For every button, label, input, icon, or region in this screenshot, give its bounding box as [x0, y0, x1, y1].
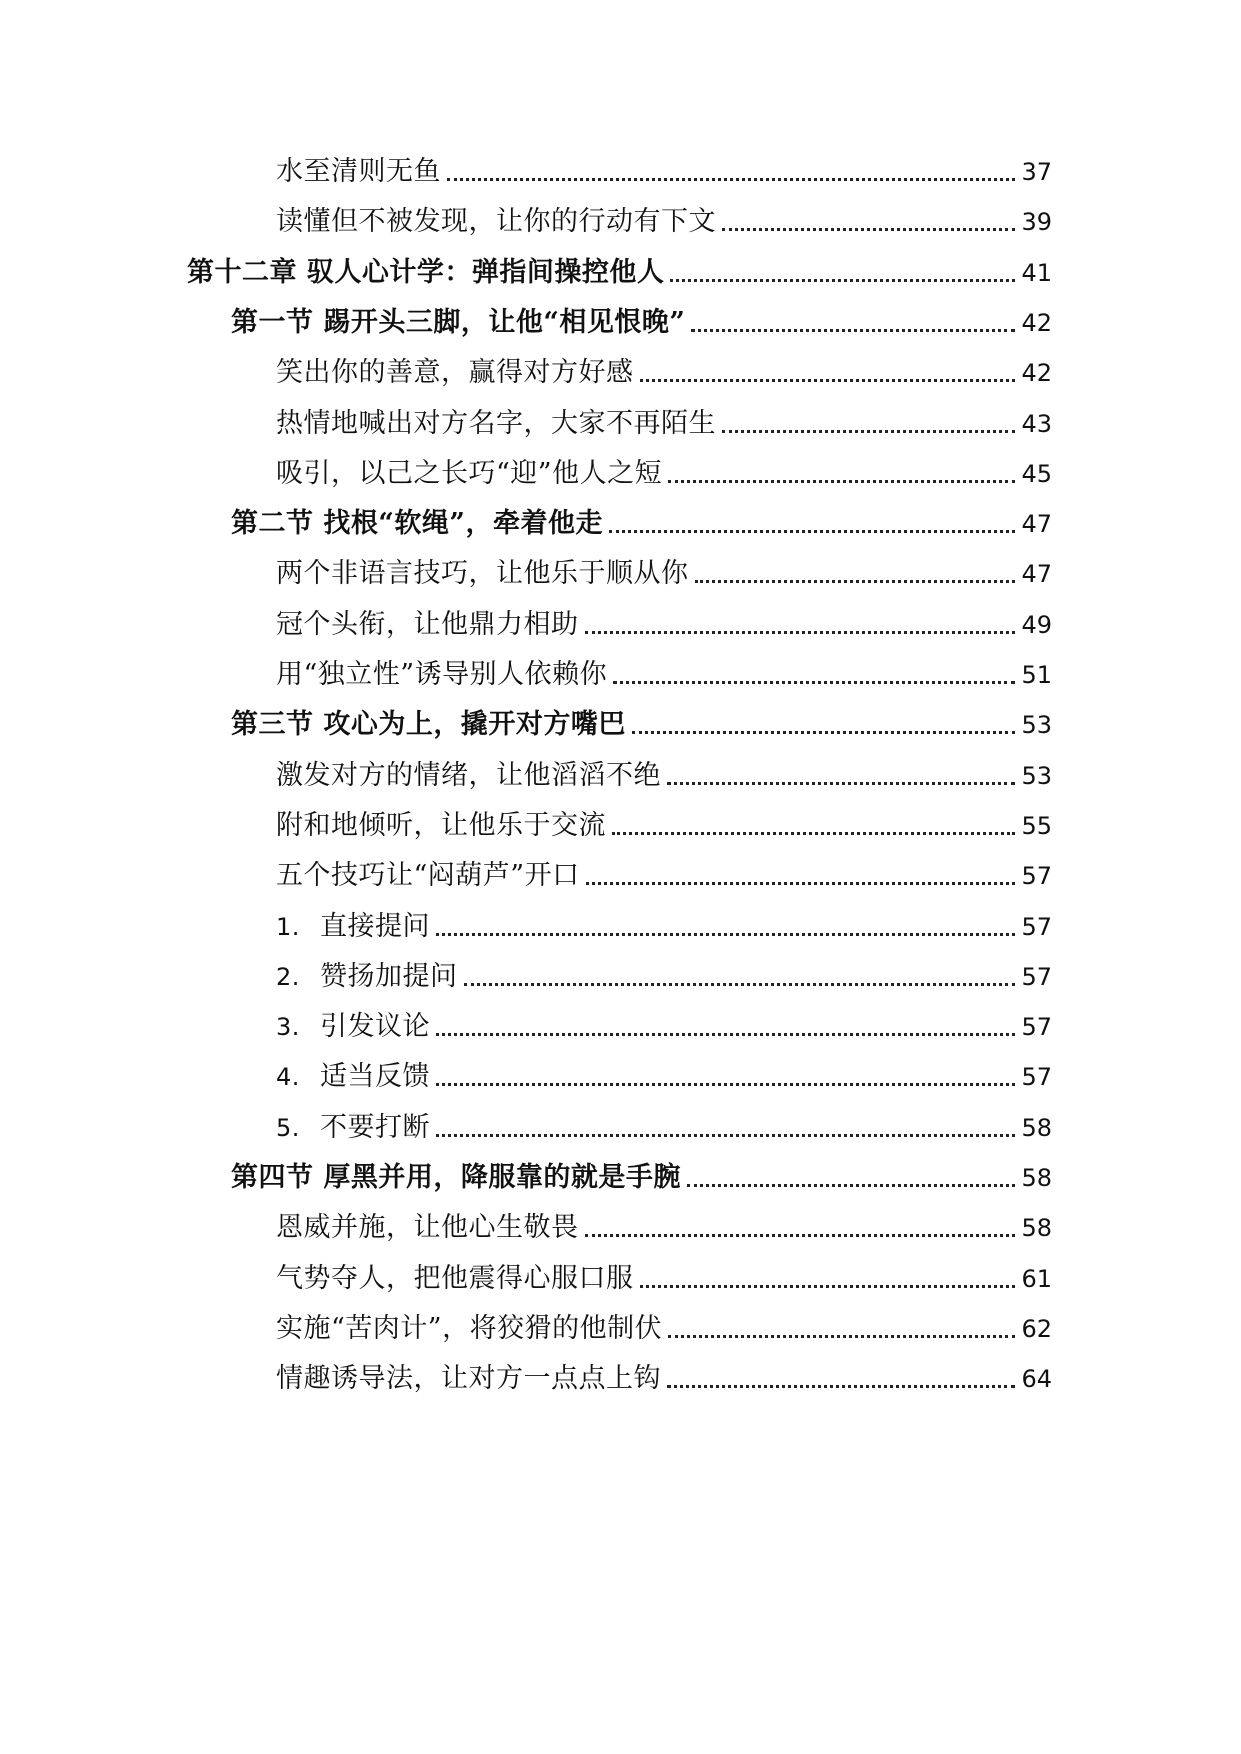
toc-entry-page: 42	[1021, 359, 1052, 387]
toc-entry-item[interactable]	[276, 900, 1052, 944]
toc-entry-label: 第三节 攻心为上，撬开对方嘴巴	[231, 709, 626, 740]
toc-entry-label: 水至清则无鱼	[276, 156, 441, 187]
toc-entry-page: 43	[1021, 410, 1052, 438]
dot-leader	[722, 430, 1015, 433]
toc-entry-title	[276, 910, 430, 944]
toc-entry-number: 1.	[276, 913, 300, 941]
toc-entry-label: 激发对方的情绪，让他滔滔不绝	[276, 760, 661, 791]
toc-entry-label: 两个非语言技巧，让他乐于顺从你	[276, 558, 689, 589]
dot-leader	[585, 1234, 1016, 1237]
dot-leader	[667, 1385, 1015, 1388]
toc-entry-label: 热情地喊出对方名字，大家不再陌生	[276, 408, 716, 439]
toc-entry-label: 用“独立性”诱导别人依赖你	[276, 659, 608, 690]
toc-entry-title	[276, 407, 716, 441]
toc-entry-sub[interactable]	[276, 145, 1052, 189]
dot-leader	[447, 178, 1015, 181]
toc-entry-title	[276, 759, 661, 793]
toc-entry-page: 37	[1021, 158, 1052, 186]
toc-entry-title	[276, 557, 689, 591]
toc-entry-number: 4.	[276, 1063, 300, 1091]
toc-entry-title	[231, 507, 603, 541]
dot-leader	[609, 530, 1015, 533]
toc-entry-title	[276, 1362, 661, 1396]
toc-entry-title	[276, 1010, 430, 1044]
toc-entry-title	[276, 960, 458, 994]
toc-entry-title	[276, 1060, 430, 1094]
toc-entry-label: 恩威并施，让他心生敬畏	[276, 1212, 579, 1243]
toc-entry-label: 实施“苦肉计”，将狡猾的他制伏	[276, 1313, 663, 1344]
dot-leader	[464, 983, 1016, 986]
toc-entry-sub[interactable]	[276, 1252, 1052, 1296]
toc-entry-sub[interactable]	[276, 799, 1052, 843]
dot-leader	[436, 933, 1015, 936]
toc-entry-page: 58	[1021, 1214, 1052, 1242]
toc-entry-sub[interactable]	[276, 648, 1052, 692]
dot-leader	[668, 480, 1015, 483]
dot-leader	[640, 1285, 1016, 1288]
toc-entry-sub[interactable]	[276, 598, 1052, 642]
toc-entry-label: 不要打断	[320, 1112, 430, 1143]
toc-entry-title	[231, 306, 685, 340]
toc-entry-title	[276, 1111, 430, 1145]
toc-entry-sub[interactable]	[276, 749, 1052, 793]
toc-entry-label: 五个技巧让“闷葫芦”开口	[276, 860, 580, 891]
toc-entry-title	[276, 1262, 634, 1296]
toc-entry-section[interactable]	[231, 296, 1052, 340]
toc-entry-label: 气势夺人，把他震得心服口服	[276, 1263, 634, 1294]
toc-entry-title	[187, 256, 664, 290]
toc-entry-chapter[interactable]	[187, 246, 1052, 290]
toc-entry-page: 61	[1021, 1265, 1052, 1293]
dot-leader	[613, 681, 1015, 684]
toc-entry-label: 直接提问	[320, 911, 430, 942]
toc-entry-title	[231, 1161, 681, 1195]
toc-entry-item[interactable]	[276, 1000, 1052, 1044]
dot-leader	[632, 731, 1016, 734]
dot-leader	[722, 228, 1015, 231]
toc-entry-number: 5.	[276, 1114, 300, 1142]
toc-entry-page: 53	[1021, 762, 1052, 790]
dot-leader	[667, 782, 1015, 785]
toc-entry-label: 赞扬加提问	[320, 961, 458, 992]
toc-entry-sub[interactable]	[276, 547, 1052, 591]
toc-entry-sub[interactable]	[276, 1352, 1052, 1396]
dot-leader	[612, 832, 1015, 835]
toc-entry-sub[interactable]	[276, 849, 1052, 893]
dot-leader	[436, 1134, 1015, 1137]
dot-leader	[668, 1335, 1015, 1338]
toc-entry-page: 39	[1021, 208, 1052, 236]
toc-entry-title	[276, 205, 716, 239]
dot-leader	[436, 1033, 1015, 1036]
toc-entry-number: 3.	[276, 1013, 300, 1041]
toc-entry-sub[interactable]	[276, 1201, 1052, 1245]
toc-entry-title	[276, 608, 579, 642]
toc-entry-label: 吸引，以己之长巧“迎”他人之短	[276, 458, 663, 489]
dot-leader	[586, 882, 1016, 885]
dot-leader	[670, 279, 1015, 282]
toc-entry-title	[276, 356, 634, 390]
toc-entry-label: 第二节 找根“软绳”，牵着他走	[231, 508, 603, 539]
toc-entry-title	[276, 1211, 579, 1245]
dot-leader	[585, 631, 1016, 634]
dot-leader	[687, 1184, 1016, 1187]
toc-entry-page: 57	[1021, 963, 1052, 991]
toc-entry-section[interactable]	[231, 698, 1052, 742]
toc-entry-page: 47	[1021, 560, 1052, 588]
toc-entry-sub[interactable]	[276, 447, 1052, 491]
toc-entry-page: 58	[1021, 1164, 1052, 1192]
toc-entry-title	[276, 155, 441, 189]
toc-entry-page: 42	[1021, 309, 1052, 337]
toc-entry-page: 51	[1021, 661, 1052, 689]
toc-entry-label: 笑出你的善意，赢得对方好感	[276, 357, 634, 388]
toc-entry-page: 55	[1021, 812, 1052, 840]
toc-entry-number: 2.	[276, 963, 300, 991]
toc-entry-page: 57	[1021, 913, 1052, 941]
toc-entry-title	[276, 809, 606, 843]
toc-entry-label: 第十二章 驭人心计学：弹指间操控他人	[187, 257, 665, 288]
toc-entry-sub[interactable]	[276, 397, 1052, 441]
toc-entry-sub[interactable]	[276, 346, 1052, 390]
dot-leader	[640, 379, 1016, 382]
toc-entry-page: 47	[1021, 510, 1052, 538]
toc-entry-title	[276, 859, 580, 893]
toc-entry-page: 58	[1021, 1114, 1052, 1142]
toc-entry-title	[276, 658, 607, 692]
toc-entry-section[interactable]	[231, 1151, 1052, 1195]
toc-entry-label: 适当反馈	[320, 1061, 430, 1092]
toc-entry-page: 45	[1021, 460, 1052, 488]
toc-entry-title	[276, 1312, 662, 1346]
toc-entry-page: 62	[1021, 1315, 1052, 1343]
toc-entry-title	[276, 457, 662, 491]
toc-entry-page: 57	[1021, 1013, 1052, 1041]
toc-entry-label: 第四节 厚黑并用，降服靠的就是手腕	[231, 1162, 681, 1193]
toc-entry-page: 57	[1021, 1063, 1052, 1091]
toc-entry-title	[231, 708, 626, 742]
toc-entry-label: 情趣诱导法，让对方一点点上钩	[276, 1363, 661, 1394]
toc-entry-item[interactable]	[276, 950, 1052, 994]
dot-leader	[691, 329, 1015, 332]
toc-entry-item[interactable]	[276, 1101, 1052, 1145]
toc-entry-page: 64	[1021, 1365, 1052, 1393]
toc-entry-label: 冠个头衔，让他鼎力相助	[276, 609, 579, 640]
toc-entry-page: 57	[1021, 862, 1052, 890]
dot-leader	[695, 580, 1016, 583]
toc-entry-label: 附和地倾听，让他乐于交流	[276, 810, 606, 841]
toc-entry-page: 41	[1021, 259, 1052, 287]
toc-entry-sub[interactable]	[276, 1302, 1052, 1346]
toc-entry-sub[interactable]	[276, 195, 1052, 239]
toc-entry-label: 第一节 踢开头三脚，让他“相见恨晚”	[231, 307, 686, 338]
toc-entry-label: 引发议论	[320, 1011, 430, 1042]
toc-entry-item[interactable]	[276, 1050, 1052, 1094]
toc-entry-section[interactable]	[231, 497, 1052, 541]
toc-entry-label: 读懂但不被发现，让你的行动有下文	[276, 206, 716, 237]
toc-entry-page: 49	[1021, 611, 1052, 639]
toc-entry-page: 53	[1021, 711, 1052, 739]
dot-leader	[436, 1083, 1015, 1086]
